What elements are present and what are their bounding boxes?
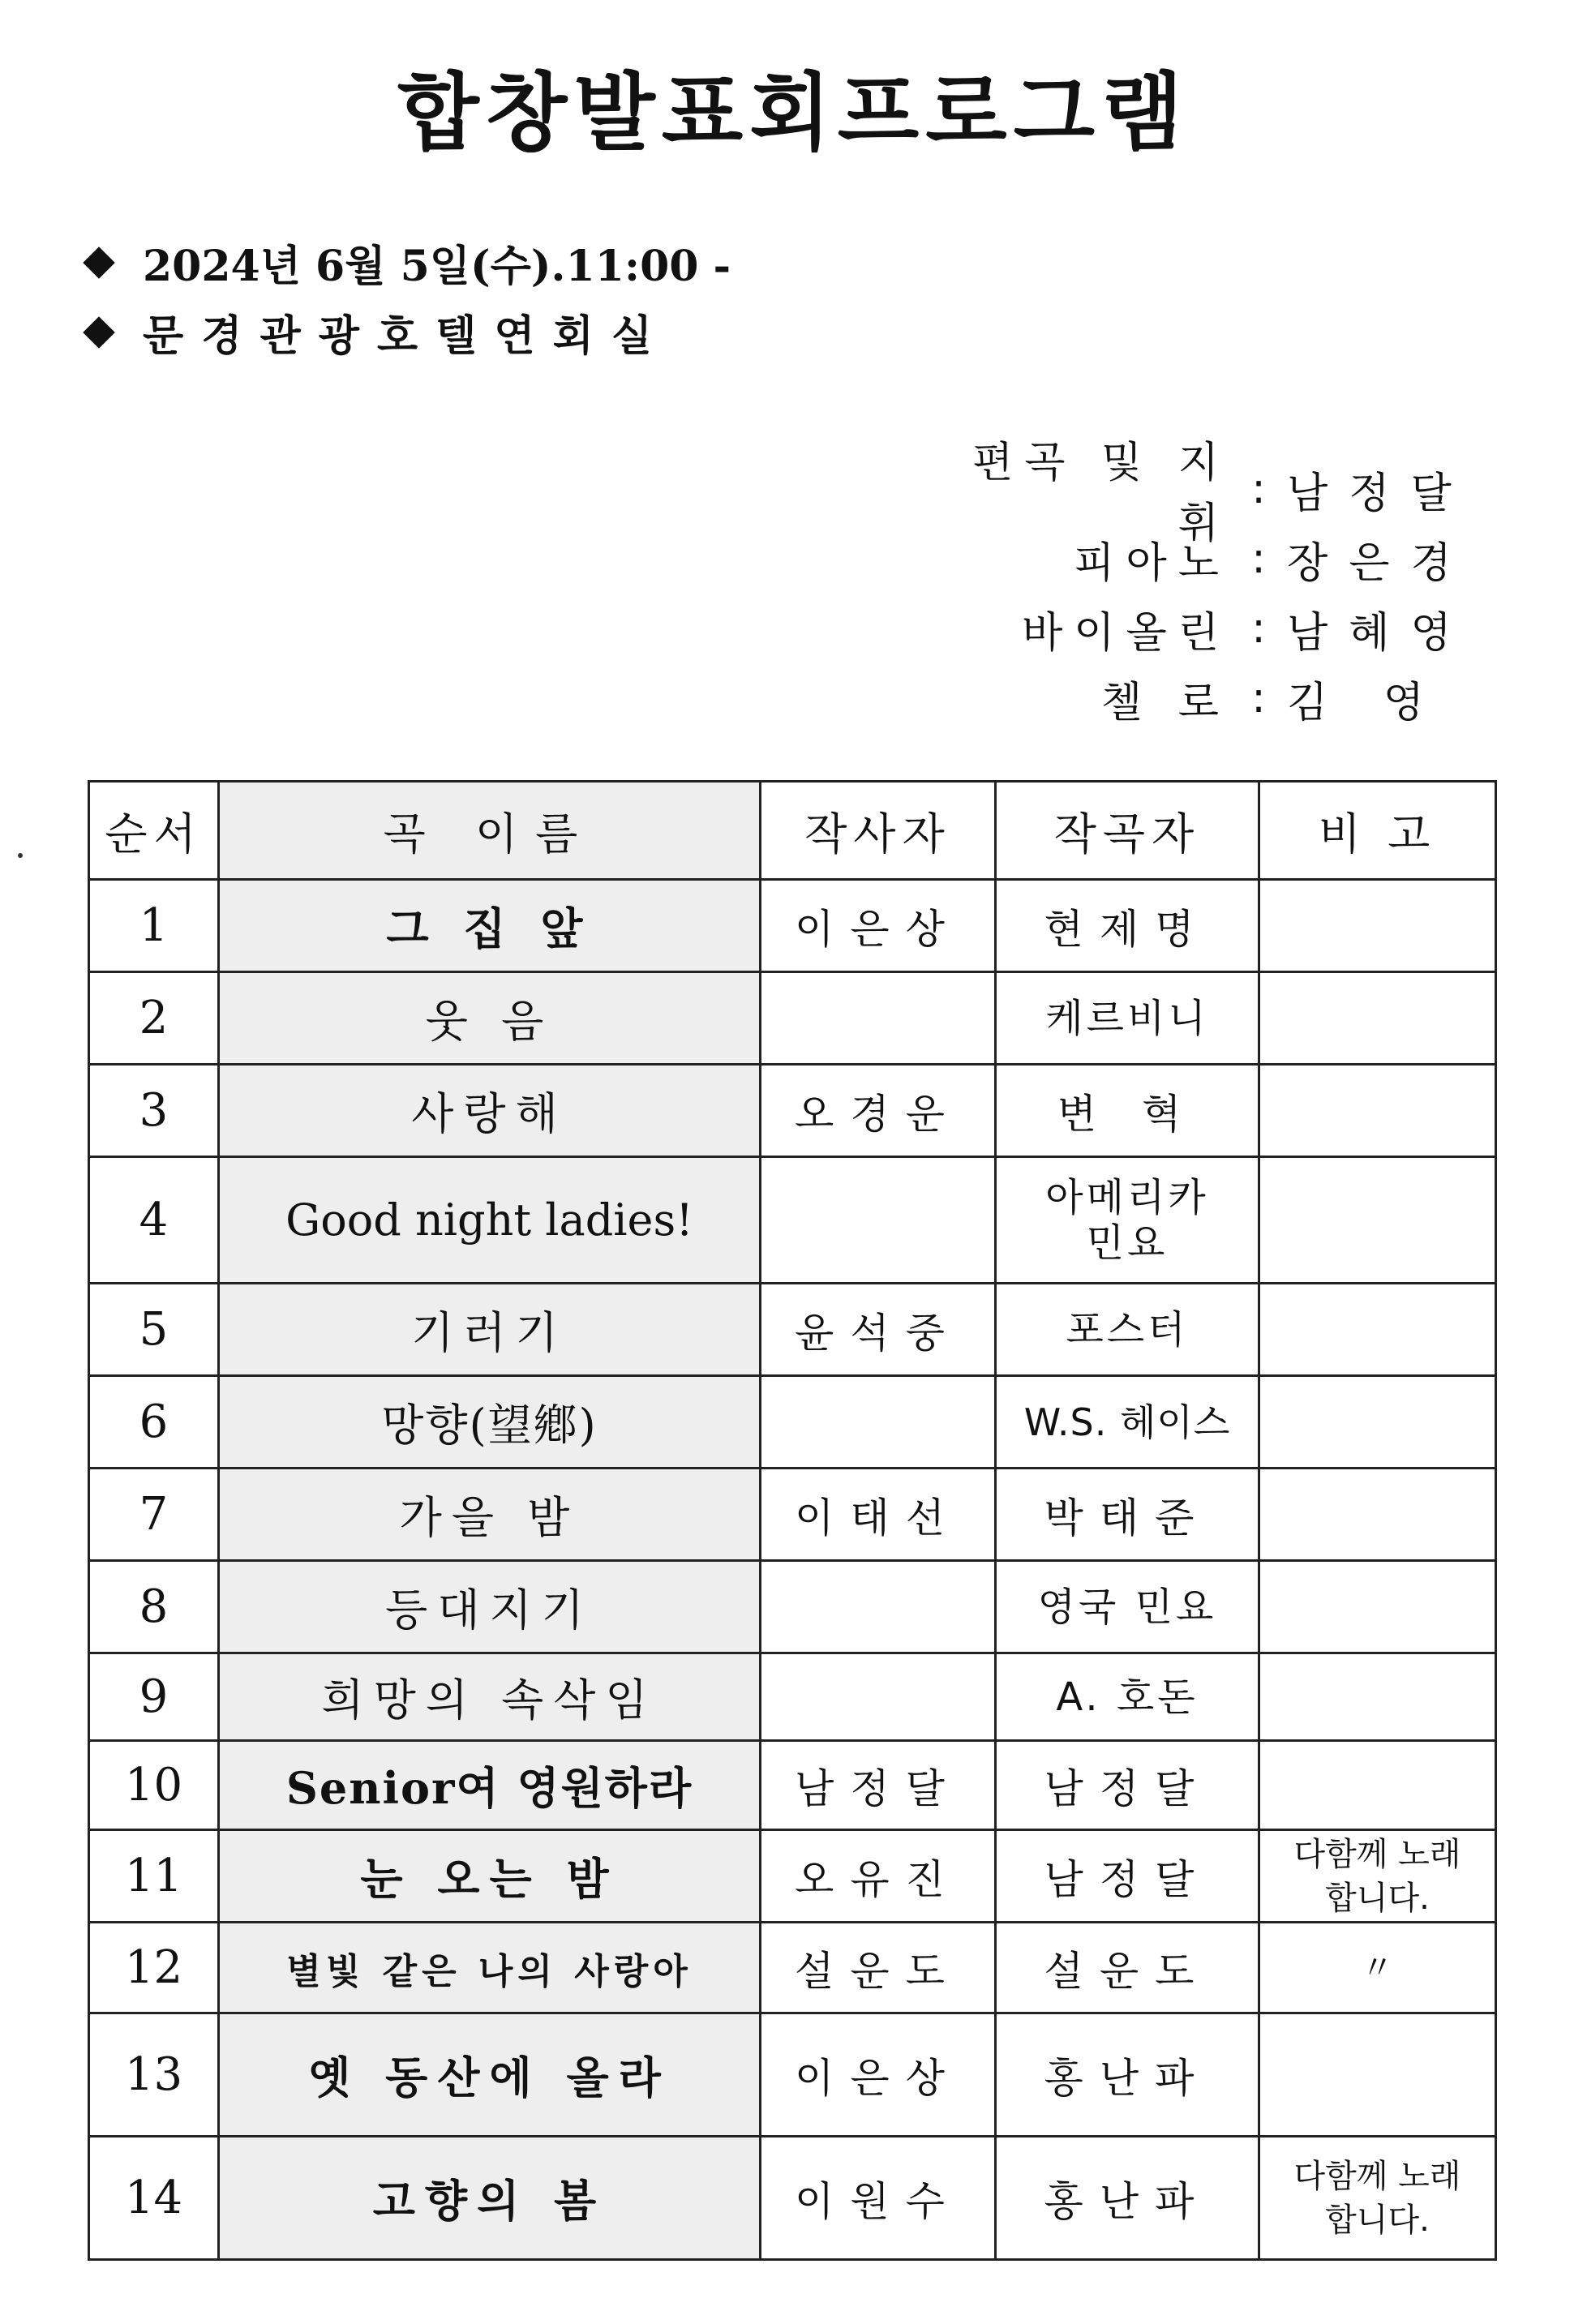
cell-order: 7 — [89, 1469, 219, 1561]
cell-composer: 설운도 — [996, 1923, 1259, 2013]
cell-song: Good night ladies! — [219, 1157, 761, 1284]
cell-composer: 박태준 — [996, 1469, 1259, 1561]
table-row — [89, 1157, 1496, 1284]
credit-name: 장은경 — [1287, 538, 1473, 588]
cell-song: 옛 동산에 올라 — [219, 2013, 761, 2137]
cell-lyricist: 이원수 — [761, 2137, 996, 2260]
cell-order: 14 — [89, 2137, 219, 2260]
table-row — [89, 1284, 1496, 1376]
credit-piano — [938, 524, 1498, 594]
cell-song: 고향의 봄 — [219, 2137, 761, 2260]
page-title: 합창발표회프로그램 — [397, 63, 1190, 162]
cell-lyricist — [761, 1157, 996, 1284]
cell-song: 등대지기 — [219, 1561, 761, 1653]
cell-composer: 홍난파 — [996, 2013, 1259, 2137]
cell-note — [1259, 1561, 1496, 1653]
credit-cello — [938, 663, 1498, 733]
cell-composer: 남정달 — [996, 1830, 1259, 1923]
cell-note: 다함께 노래합니다. — [1259, 1830, 1496, 1923]
table-row — [89, 1065, 1496, 1157]
table-row — [89, 1923, 1496, 2013]
header-lyricist: 작사자 — [761, 782, 996, 880]
cell-composer: A. 호돈 — [996, 1653, 1259, 1741]
credit-separator: : — [1251, 604, 1266, 653]
table-row — [89, 2013, 1496, 2137]
cell-song: 별빛 같은 나의 사랑아 — [219, 1923, 761, 2013]
cell-note — [1259, 1653, 1496, 1741]
header-order: 순서 — [89, 782, 219, 880]
cell-order: 4 — [89, 1157, 219, 1284]
cell-note — [1259, 880, 1496, 972]
diamond-bullet-icon — [83, 316, 115, 349]
cell-song: 가을 밤 — [219, 1469, 761, 1561]
event-datetime-text: 2024년 6월 5일(수).11:00 - — [143, 242, 731, 291]
table-row — [89, 1376, 1496, 1469]
cell-order: 6 — [89, 1376, 219, 1469]
cell-lyricist — [761, 1376, 996, 1469]
header-song: 곡 이름 — [219, 782, 761, 880]
cell-song: Senior여 영원하라 — [219, 1741, 761, 1830]
cell-composer: 변 혁 — [996, 1065, 1259, 1157]
cell-composer: 케르비니 — [996, 972, 1259, 1065]
table-row — [89, 1741, 1496, 1830]
cell-note: 다함께 노래합니다. — [1259, 2137, 1496, 2260]
cell-song: 그 집 앞 — [219, 880, 761, 972]
header-composer: 작곡자 — [996, 782, 1259, 880]
cell-song: 기러기 — [219, 1284, 761, 1376]
cell-composer: W.S. 헤이스 — [996, 1376, 1259, 1469]
table-row — [89, 1830, 1496, 1923]
table-row — [89, 880, 1496, 972]
credit-conductor — [938, 439, 1498, 548]
cell-lyricist: 설운도 — [761, 1923, 996, 2013]
credit-name: 남정달 — [1287, 469, 1473, 518]
cell-order: 13 — [89, 2013, 219, 2137]
cell-composer: 영국 민요 — [996, 1561, 1259, 1653]
credit-role: 바이올린 — [1022, 608, 1230, 658]
program-table — [88, 780, 1497, 2261]
header-note: 비 고 — [1259, 782, 1496, 880]
cell-note — [1259, 1741, 1496, 1830]
cell-lyricist: 이은상 — [761, 880, 996, 972]
credit-name: 김 영 — [1287, 678, 1445, 727]
cell-order: 12 — [89, 1923, 219, 2013]
table-row — [89, 1469, 1496, 1561]
table-row — [89, 2137, 1496, 2260]
event-venue-text: 문경관광호텔연회실 — [143, 311, 671, 361]
cell-composer: 포스터 — [996, 1284, 1259, 1376]
cell-order: 10 — [89, 1741, 219, 1830]
cell-note — [1259, 1376, 1496, 1469]
cell-lyricist — [761, 972, 996, 1065]
cell-composer: 남정달 — [996, 1741, 1259, 1830]
event-venue — [88, 302, 670, 362]
credit-name: 남혜영 — [1287, 608, 1473, 658]
cell-lyricist: 이은상 — [761, 2013, 996, 2137]
cell-note: 〃 — [1259, 1923, 1496, 2013]
credit-role: 피아노 — [1074, 538, 1230, 588]
scan-speck — [18, 853, 23, 858]
cell-note — [1259, 1469, 1496, 1561]
cell-order: 3 — [89, 1065, 219, 1157]
cell-order: 5 — [89, 1284, 219, 1376]
diamond-bullet-icon — [83, 247, 115, 279]
cell-song: 사랑해 — [219, 1065, 761, 1157]
cell-order: 2 — [89, 972, 219, 1065]
cell-song: 희망의 속삭임 — [219, 1653, 761, 1741]
cell-note — [1259, 972, 1496, 1065]
cell-lyricist: 오경운 — [761, 1065, 996, 1157]
credit-violin — [938, 594, 1498, 663]
table-row — [89, 1561, 1496, 1653]
cell-lyricist — [761, 1653, 996, 1741]
cell-song: 눈 오는 밤 — [219, 1830, 761, 1923]
cell-lyricist: 이태선 — [761, 1469, 996, 1561]
cell-order: 8 — [89, 1561, 219, 1653]
cell-order: 11 — [89, 1830, 219, 1923]
cell-lyricist: 윤석중 — [761, 1284, 996, 1376]
cell-song: 웃 음 — [219, 972, 761, 1065]
cell-order: 1 — [89, 880, 219, 972]
credits-list — [938, 439, 1498, 733]
credit-separator: : — [1251, 674, 1266, 722]
cell-lyricist: 남정달 — [761, 1741, 996, 1830]
cell-composer: 현제명 — [996, 880, 1259, 972]
event-datetime — [88, 232, 731, 293]
credit-separator: : — [1251, 534, 1266, 583]
cell-song: 망향(望鄕) — [219, 1376, 761, 1469]
credit-role: 편곡 및 지휘 — [972, 439, 1230, 548]
table-row — [89, 972, 1496, 1065]
cell-composer: 아메리카 민요 — [996, 1157, 1259, 1284]
cell-note — [1259, 2013, 1496, 2137]
cell-order: 9 — [89, 1653, 219, 1741]
cell-note — [1259, 1065, 1496, 1157]
credit-separator: : — [1251, 465, 1266, 513]
cell-note — [1259, 1157, 1496, 1284]
cell-composer: 홍난파 — [996, 2137, 1259, 2260]
cell-lyricist — [761, 1561, 996, 1653]
table-row — [89, 1653, 1496, 1741]
cell-note — [1259, 1284, 1496, 1376]
table-header-row — [89, 782, 1496, 880]
credit-role: 첼 로 — [1101, 678, 1230, 727]
cell-lyricist: 오유진 — [761, 1830, 996, 1923]
